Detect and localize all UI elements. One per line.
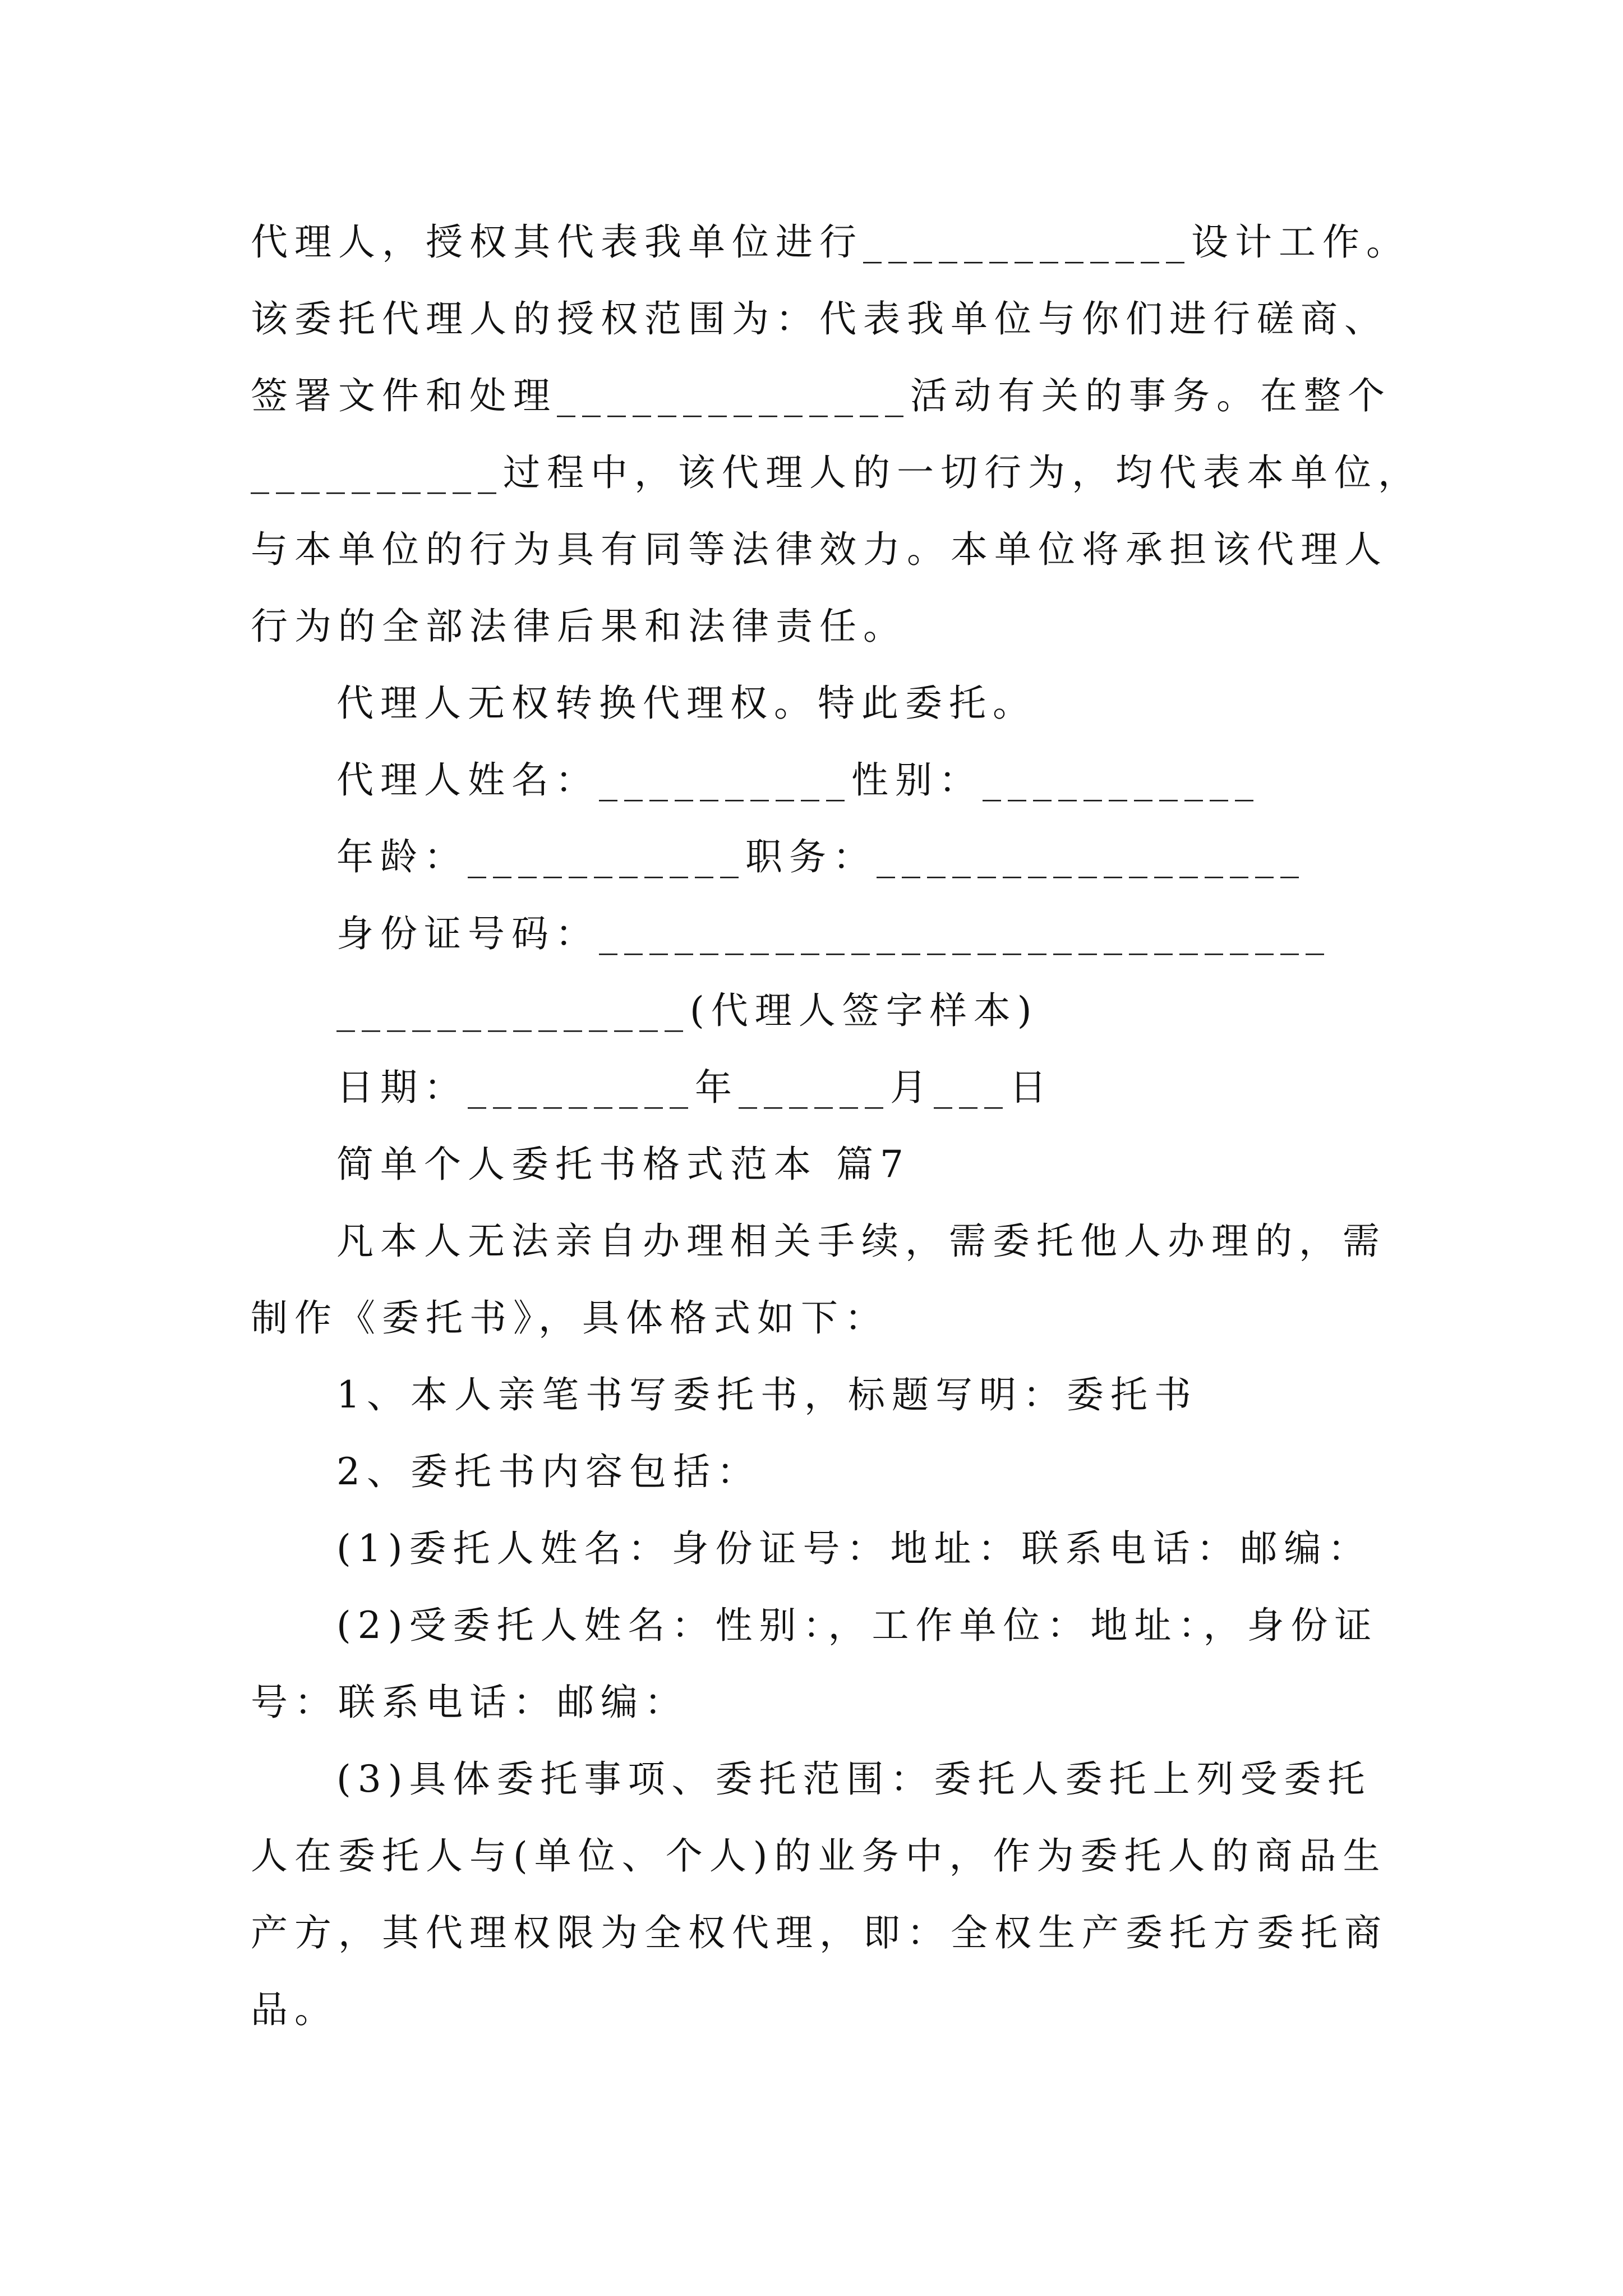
form-line-date: 日期：_________年______月___日: [336, 1066, 1053, 1109]
paragraph-line-7: 代理人无权转换代理权。特此委托。: [336, 682, 1036, 725]
paragraph-line-15: 制作《委托书》，具体格式如下：: [251, 1296, 888, 1340]
sub-item-3-cont-1: 人在委托人与(单位、个人)的业务中，作为委托人的商品生: [251, 1834, 1387, 1878]
sub-item-2: (2)受委托人姓名：性别：，工作单位：地址：，身份证: [336, 1604, 1378, 1647]
form-line-signature: ______________(代理人签字样本): [336, 989, 1039, 1032]
sub-item-3-cont-2: 产方，其代理权限为全权代理，即：全权生产委托方委托商: [251, 1911, 1388, 1954]
paragraph-line-4: __________过程中，该代理人的一切行为，均代表本单位，: [251, 451, 1422, 494]
section-heading: 简单个人委托书格式范本 篇7: [336, 1143, 910, 1186]
paragraph-line-5: 与本单位的行为具有同等法律效力。本单位将承担该代理人: [251, 528, 1388, 571]
sub-item-3: (3)具体委托事项、委托范围：委托人委托上列受委托: [336, 1757, 1372, 1801]
list-item-2: 2、委托书内容包括：: [336, 1450, 760, 1493]
paragraph-line-3: 签署文件和处理______________活动有关的事务。在整个: [251, 374, 1391, 417]
list-item-1: 1、本人亲笔书写委托书，标题写明：委托书: [336, 1373, 1198, 1416]
paragraph-line-1: 代理人，授权其代表我单位进行_____________设计工作。: [251, 220, 1410, 264]
sub-item-2-cont: 号：联系电话：邮编：: [251, 1681, 688, 1724]
sub-item-3-cont-3: 品。: [251, 1988, 338, 2031]
paragraph-line-6: 行为的全部法律后果和法律责任。: [251, 605, 907, 648]
paragraph-line-14: 凡本人无法亲自办理相关手续，需委托他人办理的，需: [336, 1220, 1386, 1263]
form-line-age-position: 年龄：___________职务：_________________: [336, 835, 1306, 878]
form-line-name-gender: 代理人姓名：__________性别：___________: [336, 758, 1260, 802]
sub-item-1: (1)委托人姓名：身份证号：地址：联系电话：邮编：: [336, 1527, 1372, 1570]
form-line-id-number: 身份证号码：_____________________________: [336, 912, 1331, 955]
paragraph-line-2: 该委托代理人的授权范围为：代表我单位与你们进行磋商、: [251, 297, 1388, 341]
